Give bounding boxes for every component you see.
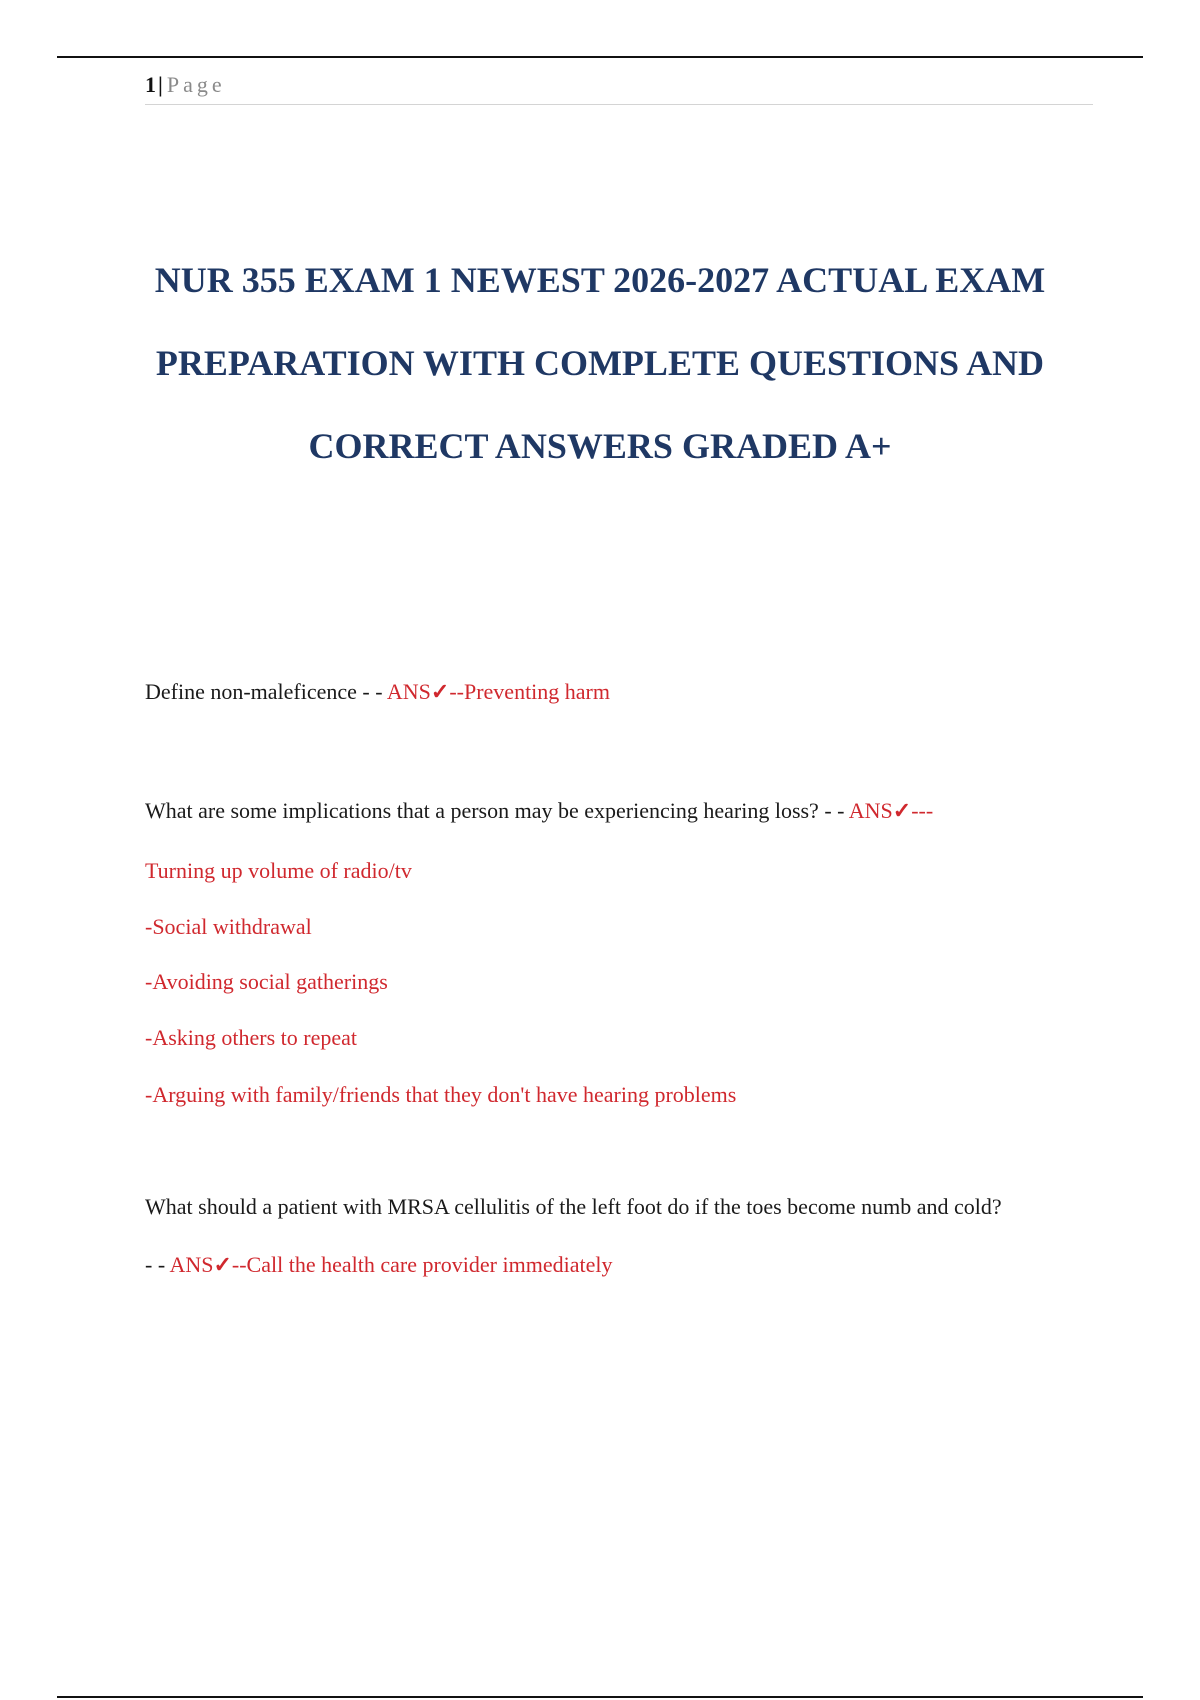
page-number: 1 — [145, 72, 156, 97]
answer-line-4: -Asking others to repeat — [145, 1025, 357, 1050]
checkmark-icon: ✓ — [213, 1252, 232, 1277]
bottom-rule — [57, 1696, 1143, 1698]
answer-line-2: -Social withdrawal — [145, 914, 312, 939]
page-word: Page — [166, 72, 226, 97]
title-line-3: CORRECT ANSWERS GRADED A+ — [308, 426, 892, 466]
qa-item-1 — [145, 678, 1105, 718]
top-rule — [57, 56, 1143, 58]
answer-text: --Preventing harm — [449, 679, 610, 704]
checkmark-icon: ✓ — [892, 798, 912, 823]
question-text: What should a patient with MRSA cellulitis of the left foot do if the toes become numb and cold? — [145, 1194, 1002, 1219]
page-separator: | — [158, 72, 163, 97]
ans-label: ANS — [848, 798, 893, 823]
document-title — [100, 243, 1100, 492]
answer-line-5: -Arguing with family/friends that they don't have hearing problems — [145, 1082, 737, 1107]
title-line-1: NUR 355 EXAM 1 NEWEST 2026-2027 ACTUAL EXAM — [154, 260, 1046, 300]
ans-label: ANS — [169, 1252, 214, 1277]
qa-3-answer-line — [145, 1251, 612, 1279]
answer-text: --Call the health care provider immediately — [231, 1252, 613, 1277]
qa-item-3 — [145, 1193, 1105, 1293]
qa-1-line — [145, 678, 610, 706]
answer-line-1: Turning up volume of radio/tv — [145, 858, 412, 883]
title-line-2: PREPARATION WITH COMPLETE QUESTIONS AND — [155, 343, 1045, 383]
answer-text: --- — [911, 798, 934, 823]
ans-label: ANS — [386, 679, 431, 704]
question-text: What are some implications that a person may be experiencing hearing loss? - - — [145, 798, 849, 823]
checkmark-icon: ✓ — [430, 679, 450, 704]
answer-line-3: -Avoiding social gatherings — [145, 969, 388, 994]
qa-2-line — [145, 797, 933, 825]
qa-item-2 — [145, 797, 1105, 1117]
page-header — [145, 70, 1093, 105]
answer-prefix: - - — [145, 1252, 170, 1277]
question-text: Define non-maleficence - - — [145, 679, 387, 704]
